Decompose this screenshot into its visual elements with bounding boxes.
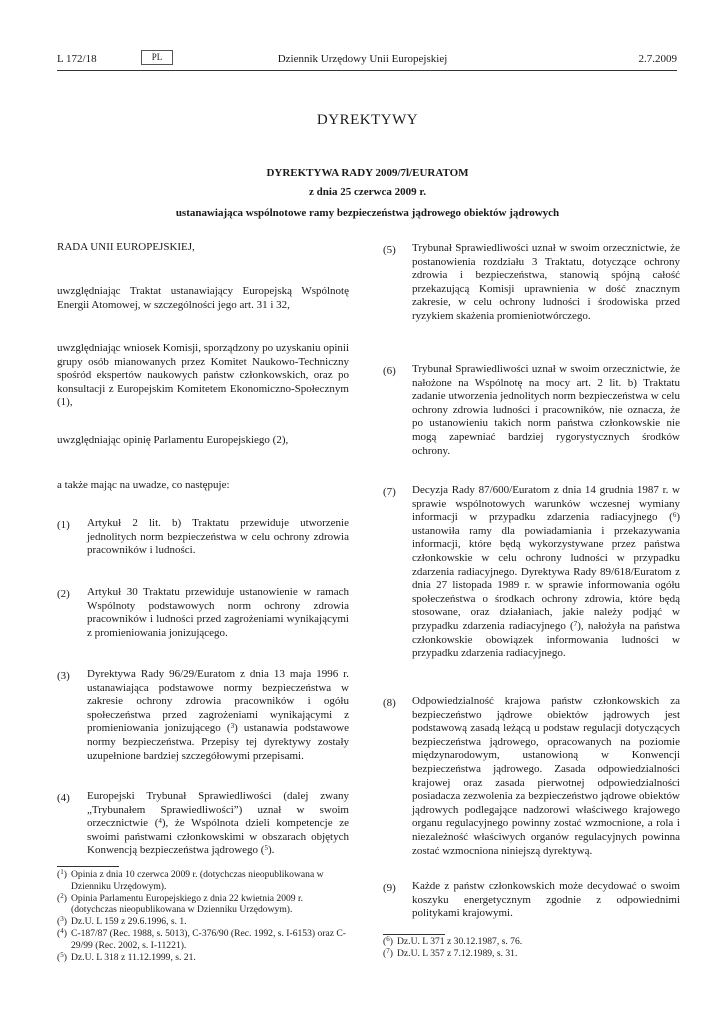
preamble-council: RADA UNII EUROPEJSKIEJ,: [57, 241, 195, 253]
recital-number: (2): [57, 588, 70, 600]
footnote-rule: [383, 934, 445, 935]
footnote-ref[interactable]: 1: [60, 396, 67, 409]
recital-number: (5): [383, 244, 396, 256]
footnotes-left: [57, 869, 349, 963]
recital-number: (1): [57, 519, 70, 531]
recital-number: (3): [57, 670, 70, 682]
publication-date: 2.7.2009: [638, 53, 677, 65]
preamble-proposal: uwzględniając wniosek Komisji, sporządzony po uzyskaniu opinii grupy osób mianowanych przez Komitet Naukowo-Techniczny spośród ekspertów naukowych państw członkowskich, oraz po konsultacji z Europejskim Komitetem Ekonomiczno-Społecznym (1),: [57, 342, 349, 409]
language-badge: PL: [141, 50, 173, 65]
footnote: ($^7$) Dz.U. L 357 z 7.12.1989, s. 31.: [383, 946, 518, 959]
footnotes-right: [383, 936, 680, 960]
footnote: ($^3$) Dz.U. L 159 z 29.6.1996, s. 1.: [57, 915, 187, 928]
footnote-rule: [57, 866, 119, 867]
recital-2: Artykuł 30 Traktatu przewiduje ustanowienie w ramach Wspólnoty podstawowych norm ochrony zdrowia pracowników i ludności przed zagrożeniami wynikającymi z promieniowania jonizującego.: [87, 586, 349, 639]
recital-4: Europejski Trybunał Sprawiedliwości (dalej zwany „Trybunałem Sprawiedliwości”) uznał w swoim orzecznictwie ($^4$), że Wspólnota dzieli kompetencje ze swoimi państwami członkowskimi w obszarach objętych Konwencją bezpieczeństwa jądrowego ($^5$).: [87, 790, 349, 857]
footnote: ($^1$) Opinia z dnia 10 czerwca 2009 r. (dotychczas nieopublikowana w Dzienniku Urzędowym).: [57, 868, 324, 892]
footnote: ($^5$) Dz.U. L 318 z 11.12.1999, s. 21.: [57, 950, 196, 963]
recital-5: Trybunał Sprawiedliwości uznał w swoim orzecznictwie, że postanowienia rozdziału 3 Traktatu, dotyczące ochrony zdrowia i bezpieczeństwa, stanowią spójną całość przekazującą Komisji uprawnienia w dość znacznym zakresie, w celu ochrony ludności i środowiska przed ryzykiem skażenia promieniotwórczego.: [412, 242, 680, 322]
recital-6: Trybunał Sprawiedliwości uznał w swoim orzecznictwie, że nałożone na Wspólnotę na mocy art. 2 lit. b) Traktatu zadanie utworzenia jednolitych norm bezpieczeństwa w celu ochrony zdrowia ludności i pracowników, nie oznacza, że po ustanowieniu takich norm państwa członkowskie nie mogą zapewniać bardziej rygorystycznych środków ochrony.: [412, 363, 680, 457]
recital-7: Decyzja Rady 87/600/Euratom z dnia 14 grudnia 1987 r. w sprawie wspólnotowych warunków wczesnej wymiany informacji w przypadku zdarzenia radiacyjnego ($^6$) ustanowiła ramy dla powiadamiania i przekazywania informacji, które będą wykorzystywane przez państwa członkowskie w celu ochrony ludności w przypadku zdarzenia radiacyjnego. Dyrektywa Rady 89/618/Euratom z dnia 27 listopada 1989 r. w sprawie informowania ogółu społeczeństwa o środkach ochrony zdrowia, które będą stosowane, oraz działaniach, jakie należy podjąć w przypadku zdarzenia radiacyjnego ($^7$), nałożyła na państwa członkowskie obowiązek informowania ludności w przypadku zdarzenia radiacyjnego.: [412, 484, 680, 660]
section-title: DYREKTYWY: [316, 112, 419, 128]
footnote-ref[interactable]: 7: [573, 619, 578, 628]
footnote: ($^6$) Dz.U. L 371 z 30.12.1987, s. 76.: [383, 935, 523, 947]
preamble-treaty: uwzględniając Traktat ustanawiający Europejską Wspólnotę Energii Atomowej, w szczególności jego art. 31 i 32,: [57, 285, 349, 311]
header-rule: [57, 70, 677, 71]
recital-3: Dyrektywa Rady 96/29/Euratom z dnia 13 maja 1996 r. ustanawiająca podstawowe normy bezpieczeństwa w zakresie ochrony zdrowia pracowników i ogółu społeczeństwa przed zagrożeniami wynikającymi z promieniowania jonizującego ($^3$) ustanawia podstawowe normy bezpieczeństwa. Przepisy tej dyrektywy zostały uzupełnione bardziej szczegółowymi przepisami.: [87, 668, 350, 762]
recital-number: (4): [57, 792, 70, 804]
directive-date: z dnia 25 czerwca 2009 r.: [309, 186, 426, 198]
footnote: ($^4$) C-187/87 (Rec. 1988, s. 5013), C-376/90 (Rec. 1992, s. I-6153) oraz C-29/99 (Rec. 2002, s. I-11221).: [57, 926, 346, 951]
recital-number: (8): [383, 697, 396, 709]
recital-number: (6): [383, 365, 396, 377]
preamble-whereas: a także mając na uwadze, co następuje:: [57, 479, 230, 491]
recital-9: Każde z państw członkowskich może decydować o swoim koszyku energetycznym zgodnie z odpowiednimi politykami krajowymi.: [412, 880, 680, 920]
journal-title: Dziennik Urzędowy Unii Europejskiej: [277, 53, 448, 65]
footnote-ref[interactable]: 3: [230, 722, 235, 731]
recital-number: (7): [383, 486, 396, 498]
recital-number: (9): [383, 882, 396, 894]
footnote-ref[interactable]: 5: [264, 844, 268, 853]
footnote: ($^2$) Opinia Parlamentu Europejskiego z dnia 22 kwietnia 2009 r. (dotychczas nieopublikowana w Dzienniku Urzędowym).: [57, 891, 304, 916]
footnote-ref[interactable]: 6: [672, 511, 677, 520]
recital-1: Artykuł 2 lit. b) Traktatu przewiduje utworzenie jednolitych norm bezpieczeństwa w celu ochrony zdrowia pracowników i ludności.: [87, 517, 349, 557]
directive-title: DYREKTYWA RADY 2009/7l/EURATOM: [266, 167, 469, 179]
directive-subject: ustanawiająca wspólnotowe ramy bezpieczeństwa jądrowego obiektów jądrowych: [175, 207, 560, 219]
recital-8: Odpowiedzialność krajowa państw członkowskich za bezpieczeństwo jądrowe obiektów jądrowych jest podstawową zasadą leżącą u podstaw regulacji dotyczących bezpieczeństwa jądrowego, opracowanych na poziomie międzynarodowym, ustanowioną w Konwencji bezpieczeństwa jądrowego. Zasada odpowiedzialności krajowej oraz zasada pierwotnej odpowiedzialności posiadacza zezwolenia za bezpieczeństwo jądrowe obiektów jądrowych podlegające nadzorowi właściwego krajowego organu regulacyjnego powinny zostać wzmocnione, a rola i niezależność właściwych organów regulacyjnych powinna zostać wzmocniona niniejszą dyrektywą.: [412, 695, 680, 857]
footnote-ref[interactable]: 2: [276, 434, 282, 446]
footnote-ref[interactable]: 4: [158, 817, 162, 826]
page-reference: L 172/18: [57, 53, 97, 65]
preamble-parliament: uwzględniając opinię Parlamentu Europejskiego (2),: [57, 434, 289, 446]
